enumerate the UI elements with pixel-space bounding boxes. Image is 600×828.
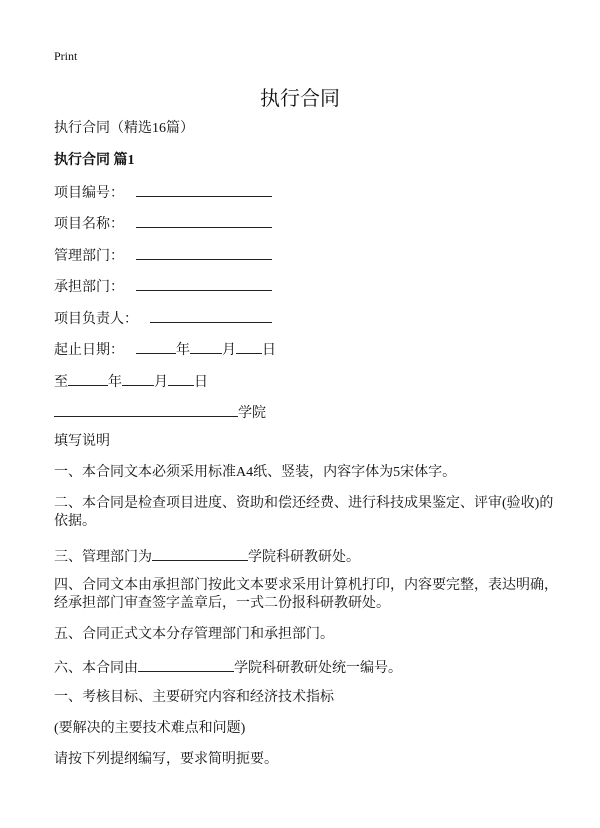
college-label: 学院	[238, 406, 266, 421]
college-row	[54, 402, 266, 423]
end-date-row	[54, 371, 208, 392]
instruction-1: 一、本合同文本必须采用标准A4纸、竖装，内容字体为5宋体字。	[54, 465, 457, 480]
instruction-3	[54, 546, 360, 567]
undertaking-dept-blank	[136, 276, 272, 291]
date-row	[54, 339, 276, 360]
instruction-6-post: 学院科研教研处统一编号。	[234, 661, 402, 676]
management-dept-label: 管理部门：	[54, 249, 124, 264]
subtitle: 执行合同（精选16篇）	[54, 121, 194, 136]
year-blank	[136, 339, 176, 354]
end-year-blank	[68, 371, 108, 386]
instructions-heading: 填写说明	[54, 434, 110, 449]
project-leader-row	[54, 308, 272, 329]
date-label: 起止日期：	[54, 343, 124, 358]
instruction-4b: 经承担部门审查签字盖章后，一式二份报科研教研处。	[54, 596, 390, 611]
day-blank	[236, 339, 262, 354]
project-name-blank	[136, 213, 272, 228]
management-dept-row	[54, 245, 272, 266]
undertaking-dept-row	[54, 276, 272, 297]
project-number-blank	[136, 182, 272, 197]
end-year-label: 年	[108, 375, 122, 390]
instruction-4a: 四、合同文本由承担部门按此文本要求采用计算机打印，内容要完整，表达明确，	[54, 578, 558, 593]
end-month-blank	[122, 371, 154, 386]
day-label: 日	[262, 343, 276, 358]
management-dept-blank	[136, 245, 272, 260]
undertaking-dept-label: 承担部门：	[54, 280, 124, 295]
instruction-3-blank	[152, 546, 248, 561]
to-label: 至	[54, 375, 68, 390]
instruction-2b: 依据。	[54, 514, 96, 529]
assessment-heading: 一、考核目标、主要研究内容和经济技术指标	[54, 690, 334, 705]
project-name-label: 项目名称：	[54, 217, 124, 232]
month-blank	[190, 339, 222, 354]
instruction-2a: 二、本合同是检查项目进度、资助和偿还经费、进行科技成果鉴定、评审(验收)的	[54, 496, 554, 511]
page-title: 执行合同	[260, 86, 340, 110]
project-number-row	[54, 182, 272, 203]
instruction-5: 五、合同正式文本分存管理部门和承担部门。	[54, 627, 334, 642]
project-number-label: 项目编号：	[54, 186, 124, 201]
problems-note: (要解决的主要技术难点和问题)	[54, 721, 246, 736]
end-month-label: 月	[154, 375, 168, 390]
instruction-3-post: 学院科研教研处。	[248, 550, 360, 565]
end-day-label: 日	[194, 375, 208, 390]
instruction-6	[54, 657, 402, 678]
project-leader-label: 项目负责人：	[54, 312, 138, 327]
project-name-row	[54, 213, 272, 234]
year-label: 年	[176, 343, 190, 358]
instruction-6-blank	[138, 657, 234, 672]
college-blank	[54, 402, 238, 417]
instruction-3-pre: 三、管理部门为	[54, 550, 152, 565]
instruction-6-pre: 六、本合同由	[54, 661, 138, 676]
print-link[interactable]: Print	[54, 49, 78, 63]
project-leader-blank	[150, 308, 272, 323]
section-heading: 执行合同 篇1	[54, 153, 135, 168]
end-day-blank	[168, 371, 194, 386]
outline-note: 请按下列提纲编写，要求简明扼要。	[54, 752, 278, 767]
month-label: 月	[222, 343, 236, 358]
